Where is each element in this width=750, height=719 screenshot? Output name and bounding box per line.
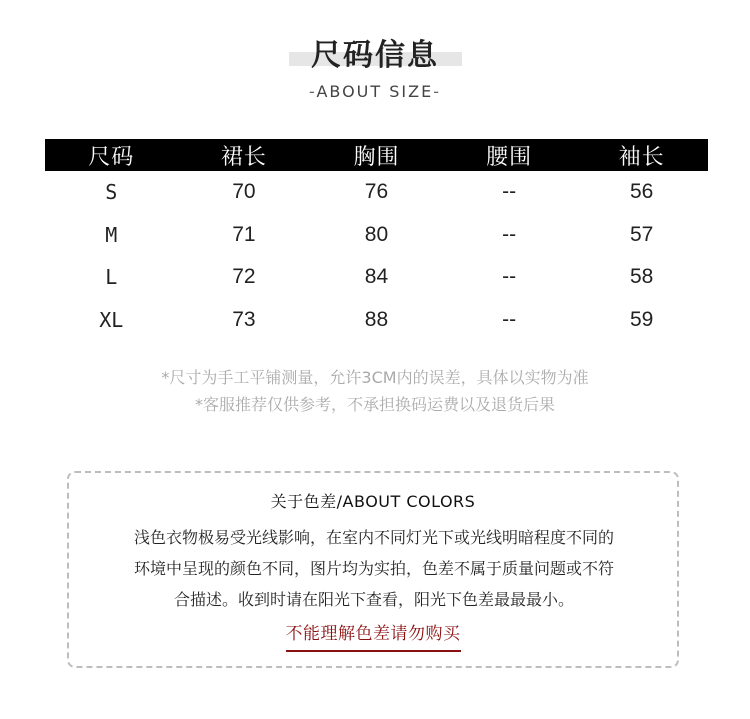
cell-sleeve: 57 — [630, 222, 654, 246]
col-header-length: 裙长 — [178, 139, 311, 171]
cell-size: XL — [99, 307, 124, 332]
size-table-header-row — [45, 139, 708, 171]
color-notice-line: 合描述。收到时请在阳光下查看，阳光下色差最最最小。 — [173, 590, 574, 609]
cell-length: 73 — [232, 307, 256, 331]
cell-chest: 84 — [364, 265, 389, 289]
size-table — [45, 139, 708, 341]
col-header-size: 尺码 — [45, 139, 178, 171]
cell-length: 72 — [232, 265, 256, 289]
color-warning-wrap — [69, 619, 677, 652]
subtitle-text: ABOUT SIZE — [316, 82, 434, 101]
col-header-waist: 腰围 — [443, 139, 576, 171]
cell-size: L — [105, 265, 118, 290]
cell-waist: -- — [502, 307, 517, 331]
color-notice-box — [67, 471, 679, 668]
subtitle-suffix: - — [433, 82, 441, 101]
col-header-chest: 胸围 — [310, 139, 443, 171]
cell-sleeve: 58 — [630, 265, 654, 289]
cell-length: 70 — [232, 180, 256, 204]
color-warning: 不能理解色差请勿购买 — [286, 619, 461, 652]
cell-chest: 80 — [364, 222, 389, 246]
note-measurement: *尺寸为手工平铺测量，允许3CM内的误差，具体以实物为准 — [161, 368, 589, 387]
cell-sleeve: 59 — [630, 307, 654, 331]
table-row — [45, 299, 708, 342]
cell-sleeve: 56 — [630, 180, 654, 204]
color-notice-body — [99, 522, 649, 615]
page-subtitle — [0, 82, 750, 101]
cell-chest: 88 — [364, 307, 389, 331]
table-row — [45, 256, 708, 299]
col-header-sleeve: 袖长 — [575, 139, 708, 171]
color-notice-line: 浅色衣物极易受光线影响，在室内不同灯光下或光线明暗程度不同的 — [133, 528, 614, 547]
page-title-wrap — [0, 36, 750, 76]
color-notice-heading: 关于色差/ABOUT COLORS — [270, 492, 476, 511]
color-notice-line: 环境中呈现的颜色不同，图片均为实拍，色差不属于质量问题或不符 — [133, 559, 614, 578]
cell-waist: -- — [502, 265, 517, 289]
cell-waist: -- — [502, 180, 517, 204]
cell-size: M — [105, 222, 118, 247]
table-row — [45, 214, 708, 257]
note-recommendation: *客服推荐仅供参考，不承担换码运费以及退货后果 — [194, 395, 555, 414]
cell-chest: 76 — [364, 180, 389, 204]
measurement-notes — [0, 364, 750, 418]
page-title: 尺码信息 — [311, 38, 439, 73]
subtitle-prefix: - — [309, 82, 317, 101]
table-row — [45, 171, 708, 214]
cell-waist: -- — [502, 222, 517, 246]
cell-size: S — [105, 180, 118, 205]
cell-length: 71 — [232, 222, 256, 246]
